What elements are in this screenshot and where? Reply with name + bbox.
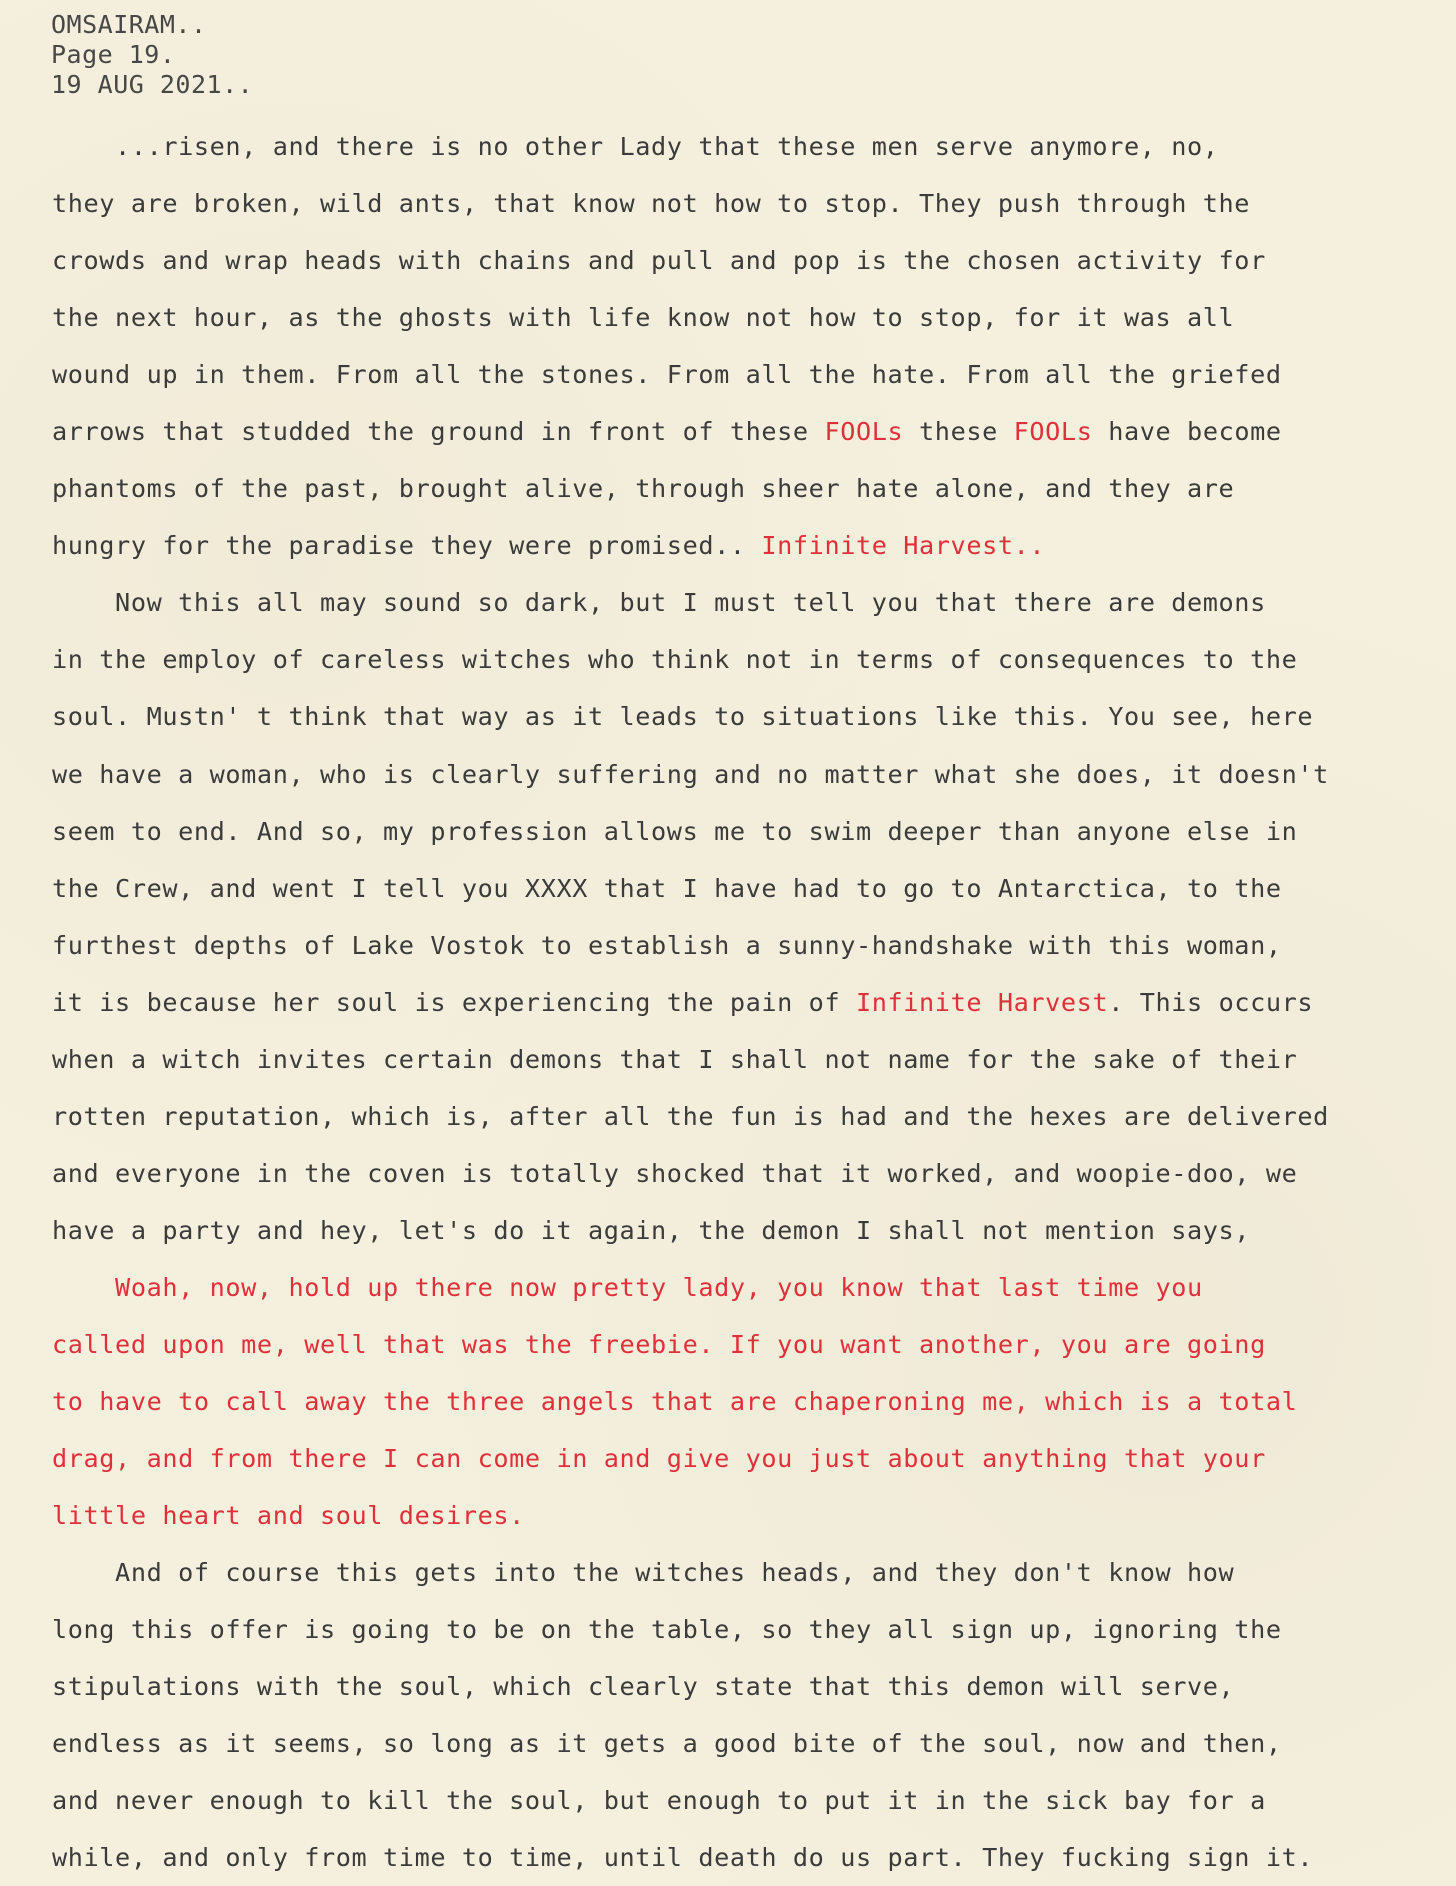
text-segment: and never enough to kill the soul, but enough to put it in the sick bay for a	[52, 1786, 1266, 1816]
text-line	[52, 232, 1448, 289]
text-line	[52, 118, 1448, 175]
text-segment: while, and only from time to time, until death do us part. They fucking sign it.	[52, 1843, 1314, 1873]
text-line	[52, 1487, 1448, 1544]
text-segment: when a witch invites certain demons that I shall not name for the sake of their	[52, 1044, 1298, 1074]
text-segment: wound up in them. From all the stones. From all the hate. From all the griefed	[52, 360, 1282, 390]
text-segment: have become	[1092, 417, 1282, 447]
text-line	[52, 1715, 1448, 1772]
text-line	[52, 289, 1448, 346]
text-segment: and everyone in the coven is totally shocked that it worked, and woopie-doo, we	[52, 1158, 1298, 1188]
text-line	[52, 746, 1448, 803]
text-segment: it is because her soul is experiencing the pain of	[52, 987, 856, 1017]
text-line	[52, 1601, 1448, 1658]
text-segment: arrows that studded the ground in front of these	[52, 417, 825, 447]
text-line	[52, 346, 1448, 403]
text-line	[52, 1031, 1448, 1088]
text-line	[52, 974, 1448, 1031]
text-segment: the next hour, as the ghosts with life know not how to stop, for it was all	[52, 303, 1235, 333]
text-segment: the Crew, and went I tell you XXXX that I have had to go to Antarctica, to the	[52, 873, 1282, 903]
text-line	[52, 1430, 1448, 1487]
text-line	[52, 917, 1448, 974]
text-segment: crowds and wrap heads with chains and pull and pop is the chosen activity for	[52, 246, 1266, 276]
text-line	[52, 1259, 1448, 1316]
red-text-segment: little heart and soul desires.	[52, 1501, 525, 1531]
text-segment: these	[903, 417, 1014, 447]
page-header	[51, 10, 253, 100]
text-line	[52, 1544, 1448, 1601]
text-line	[52, 1316, 1448, 1373]
text-segment: they are broken, wild ants, that know not how to stop. They push through the	[52, 189, 1251, 219]
text-segment: rotten reputation, which is, after all the fun is had and the hexes are delivered	[52, 1101, 1329, 1131]
text-segment: phantoms of the past, brought alive, through sheer hate alone, and they are	[52, 474, 1235, 504]
text-line	[52, 460, 1448, 517]
text-segment: . This occurs	[1108, 987, 1314, 1017]
header-title: OMSAIRAM..	[51, 10, 207, 39]
text-line	[52, 1088, 1448, 1145]
text-segment: endless as it seems, so long as it gets a good bite of the soul, now and then,	[52, 1729, 1282, 1759]
text-segment: have a party and hey, let's do it again, the demon I shall not mention says,	[52, 1215, 1251, 1245]
text-line	[52, 517, 1448, 574]
text-line	[52, 803, 1448, 860]
red-text-segment: Infinite Harvest	[855, 987, 1109, 1017]
text-segment: Now this all may sound so dark, but I must tell you that there are demons	[52, 588, 1266, 618]
text-segment: And of course this gets into the witches heads, and they don't know how	[52, 1558, 1235, 1588]
text-segment: seem to end. And so, my profession allows me to swim deeper than anyone else in	[52, 816, 1298, 846]
red-text-segment: Woah, now, hold up there now pretty lady, you know that last time you	[52, 1272, 1203, 1302]
text-line	[52, 1145, 1448, 1202]
text-line	[52, 1829, 1448, 1886]
text-line	[52, 175, 1448, 232]
red-text-segment: FOOLs	[1013, 417, 1093, 447]
text-segment: ...risen, and there is no other Lady that these men serve anymore, no,	[52, 132, 1219, 161]
text-line	[52, 1202, 1448, 1259]
text-line	[52, 1373, 1448, 1430]
page-number: Page 19.	[51, 40, 176, 69]
text-line	[52, 1772, 1448, 1829]
text-segment: in the employ of careless witches who think not in terms of consequences to the	[52, 645, 1298, 675]
text-line	[52, 403, 1448, 460]
text-segment: stipulations with the soul, which clearly state that this demon will serve,	[52, 1672, 1235, 1702]
text-segment: hungry for the paradise they were promised..	[52, 531, 762, 561]
text-segment: furthest depths of Lake Vostok to establish a sunny-handshake with this woman,	[52, 930, 1282, 960]
red-text-segment: to have to call away the three angels that are chaperoning me, which is a total	[52, 1387, 1298, 1417]
red-text-segment: drag, and from there I can come in and give you just about anything that your	[52, 1444, 1266, 1474]
text-line	[52, 860, 1448, 917]
red-text-segment: FOOLs	[824, 417, 904, 447]
text-segment: long this offer is going to be on the table, so they all sign up, ignoring the	[52, 1615, 1282, 1645]
text-segment: we have a woman, who is clearly suffering and no matter what she does, it doesn't	[52, 759, 1329, 789]
text-line	[52, 631, 1448, 688]
text-line	[52, 1658, 1448, 1715]
page-date: 19 AUG 2021..	[51, 70, 254, 99]
text-segment: soul. Mustn' t think that way as it leads to situations like this. You see, here	[52, 702, 1314, 732]
body-text	[52, 118, 1448, 1886]
text-line	[52, 574, 1448, 631]
red-text-segment: called upon me, well that was the freebie. If you want another, you are going	[52, 1329, 1266, 1359]
text-line	[52, 688, 1448, 745]
red-text-segment: Infinite Harvest..	[761, 531, 1046, 561]
